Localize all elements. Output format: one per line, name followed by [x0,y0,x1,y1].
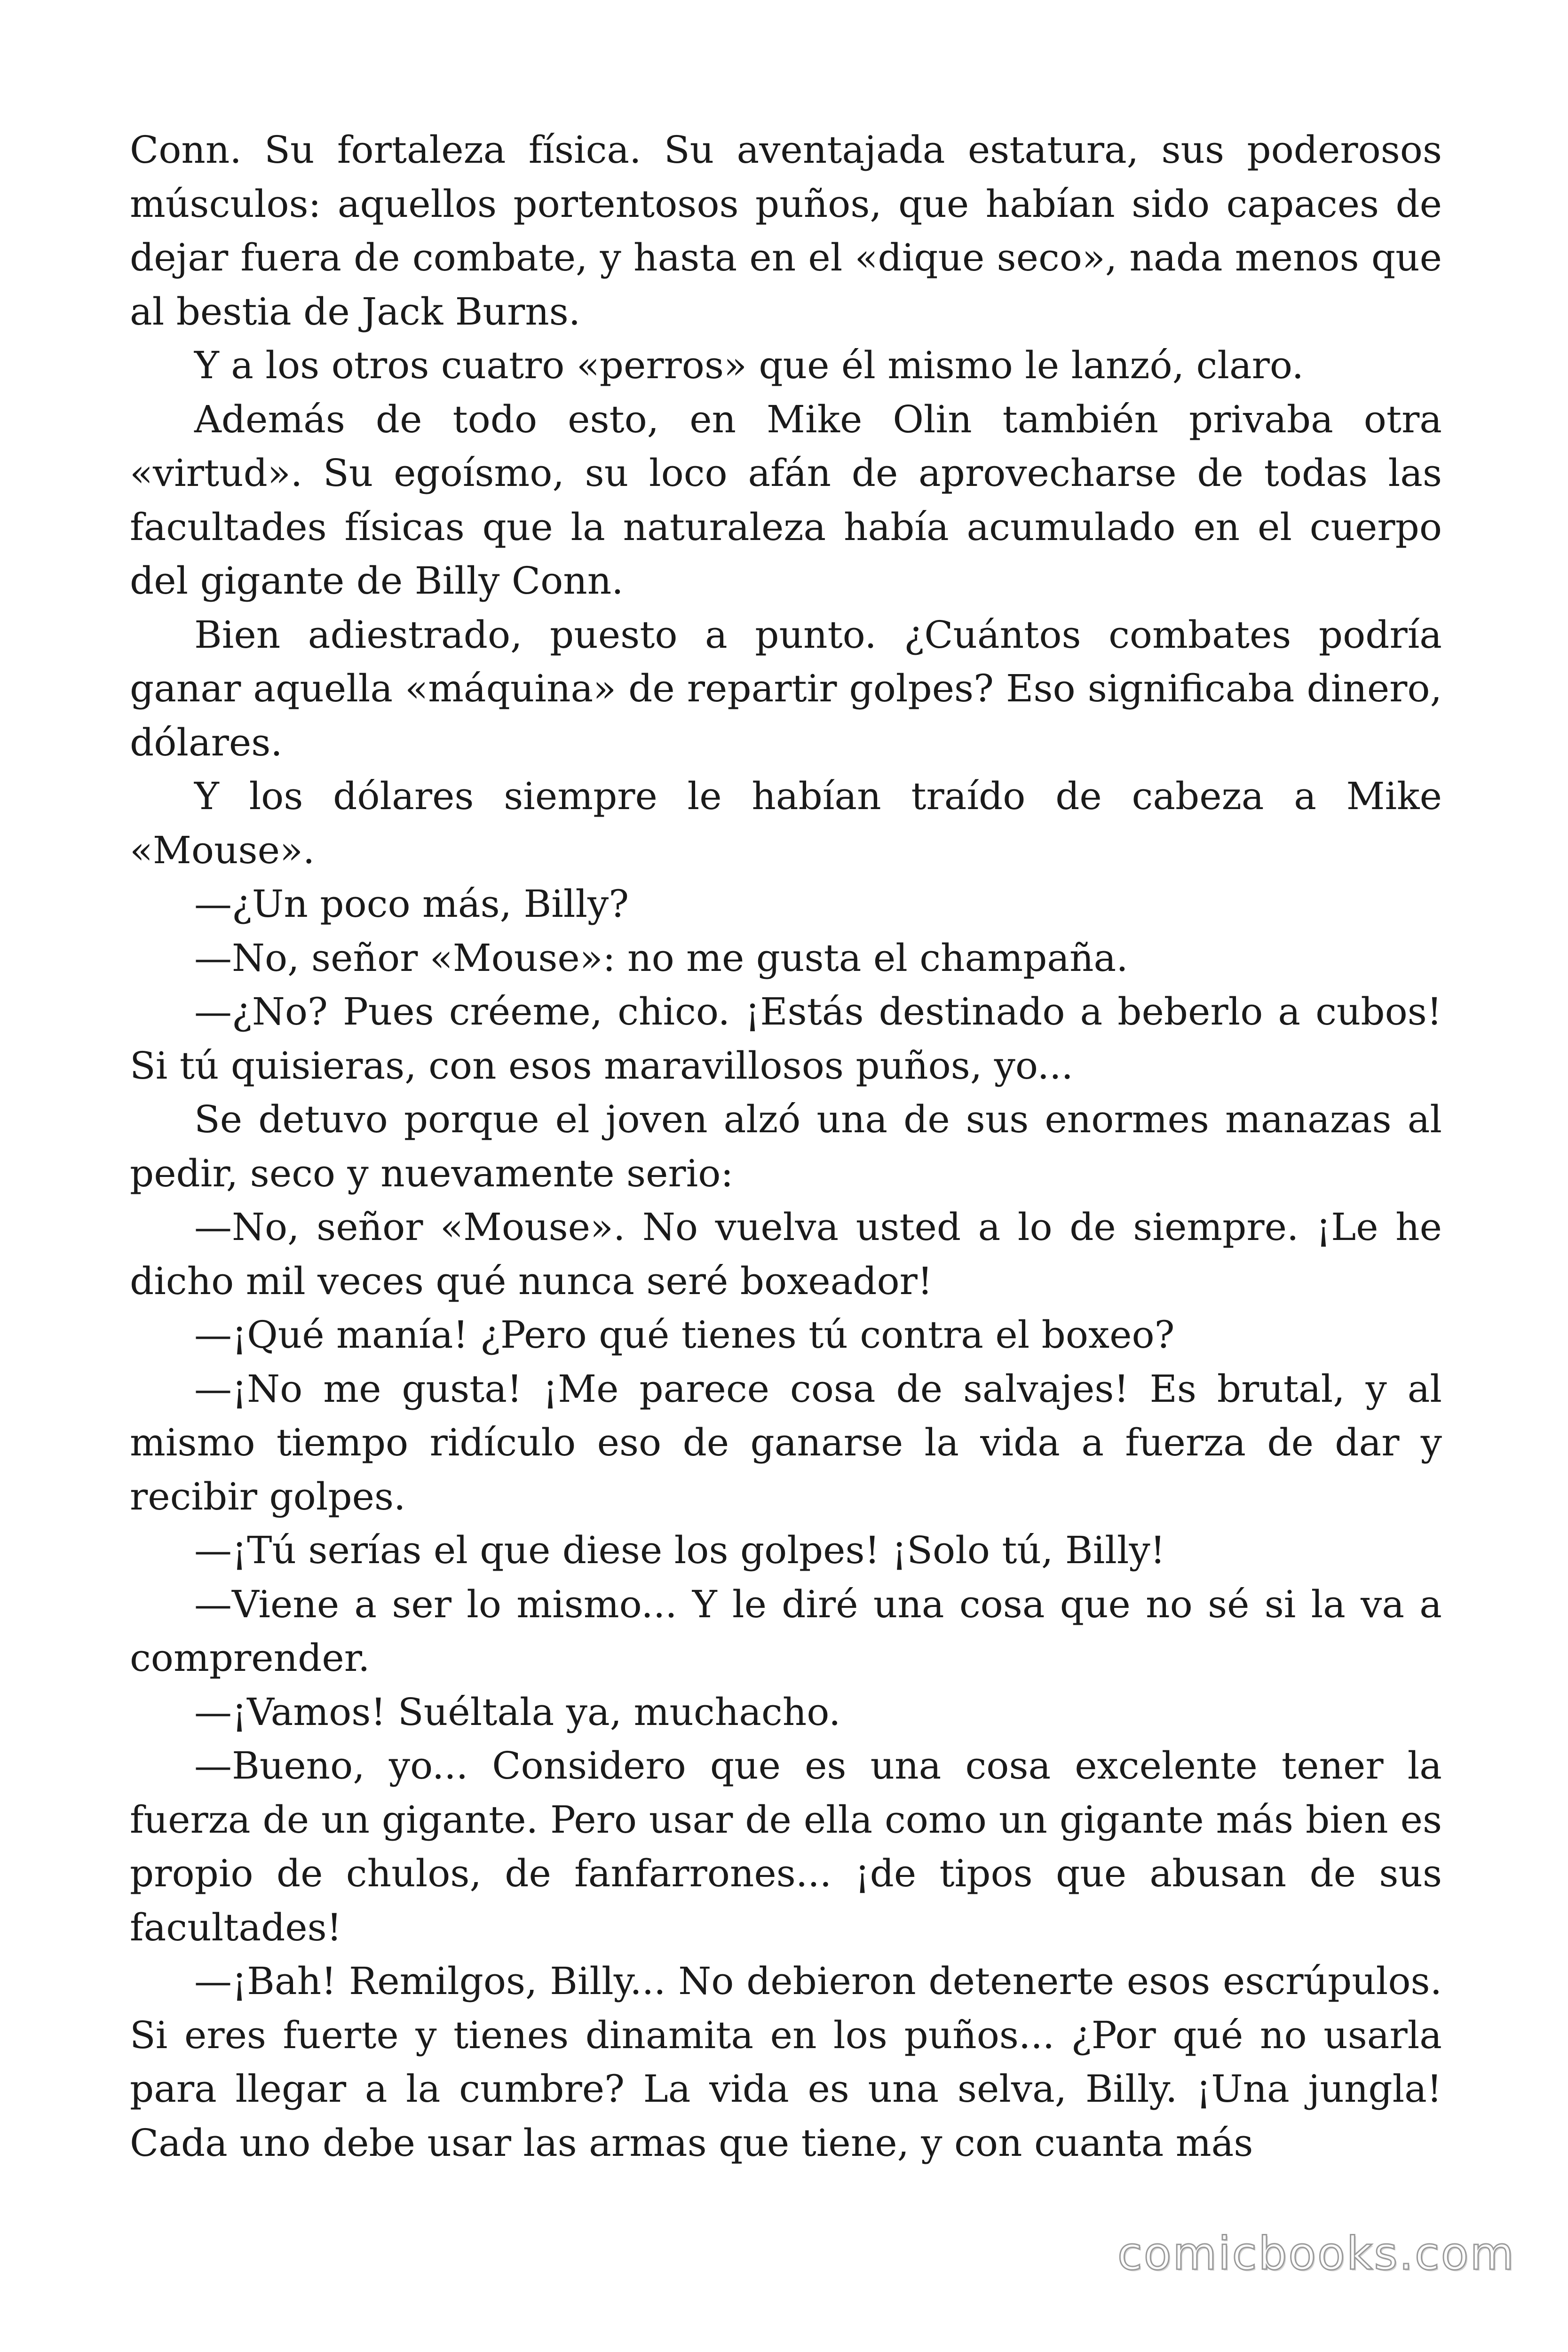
watermark: comicbooks.com [1117,2227,1515,2280]
paragraph: Y a los otros cuatro «perros» que él mismo le lanzó, claro. [194,343,1304,387]
dialogue-line: —¡Tú serías el que diese los golpes! ¡Solo tú, Billy! [194,1528,1165,1572]
paragraph: Se detuvo porque el joven alzó una de sus enormes manazas al pedir, seco y nuevamente serio: [130,1097,1442,1195]
paragraph: Conn. Su fortaleza física. Su aventajada estatura, sus poderosos músculos: aquellos portentosos puños, que habían sido capaces de dejar fuera de combate, y hasta en el «dique seco», nada menos que al bestia de Jack Burns. [130,128,1442,334]
page-body [130,123,1442,2170]
dialogue-line: —No, señor «Mouse»: no me gusta el champaña. [194,936,1128,980]
dialogue-line: —¡Vamos! Suéltala ya, muchacho. [194,1690,841,1734]
dialogue-line: —¡No me gusta! ¡Me parece cosa de salvajes! Es brutal, y al mismo tiempo ridículo eso de ganarse la vida a fuerza de dar y recibir golpes. [130,1367,1442,1518]
dialogue-line: —¿Un poco más, Billy? [194,882,629,926]
paragraph: Bien adiestrado, puesto a punto. ¿Cuántos combates podría ganar aquella «máquina» de repartir golpes? Eso significaba dinero, dólares. [130,612,1442,764]
dialogue-line: —¡Qué manía! ¿Pero qué tienes tú contra el boxeo? [194,1313,1175,1357]
paragraph: Y los dólares siempre le habían traído de cabeza a Mike «Mouse». [130,774,1442,872]
dialogue-line: —No, señor «Mouse». No vuelva usted a lo de siempre. ¡Le he dicho mil veces qué nunca seré boxeador! [130,1205,1442,1303]
dialogue-line: —Viene a ser lo mismo... Y le diré una cosa que no sé si la va a comprender. [130,1582,1442,1680]
dialogue-line: —Bueno, yo... Considero que es una cosa excelente tener la fuerza de un gigante. Pero usar de ella como un gigante más bien es propio de chulos, de fanfarrones... ¡de tipos que abusan de sus facultades! [130,1744,1442,1949]
paragraph: Además de todo esto, en Mike Olin también privaba otra «virtud». Su egoísmo, su loco afán de aprovecharse de todas las facultades físicas que la naturaleza había acumulado en el cuerpo del gigante de Billy Conn. [130,397,1442,603]
dialogue-line: —¡Bah! Remilgos, Billy... No debieron detenerte esos escrúpulos. Si eres fuerte y tienes dinamita en los puños... ¿Por qué no usarla para llegar a la cumbre? La vida es una selva, Billy. ¡Una jungla! Cada uno debe usar las armas que tiene, y con cuanta más [130,1959,1442,2165]
dialogue-line: —¿No? Pues créeme, chico. ¡Estás destinado a beberlo a cubos! Si tú quisieras, con esos maravillosos puños, yo... [130,990,1442,1088]
